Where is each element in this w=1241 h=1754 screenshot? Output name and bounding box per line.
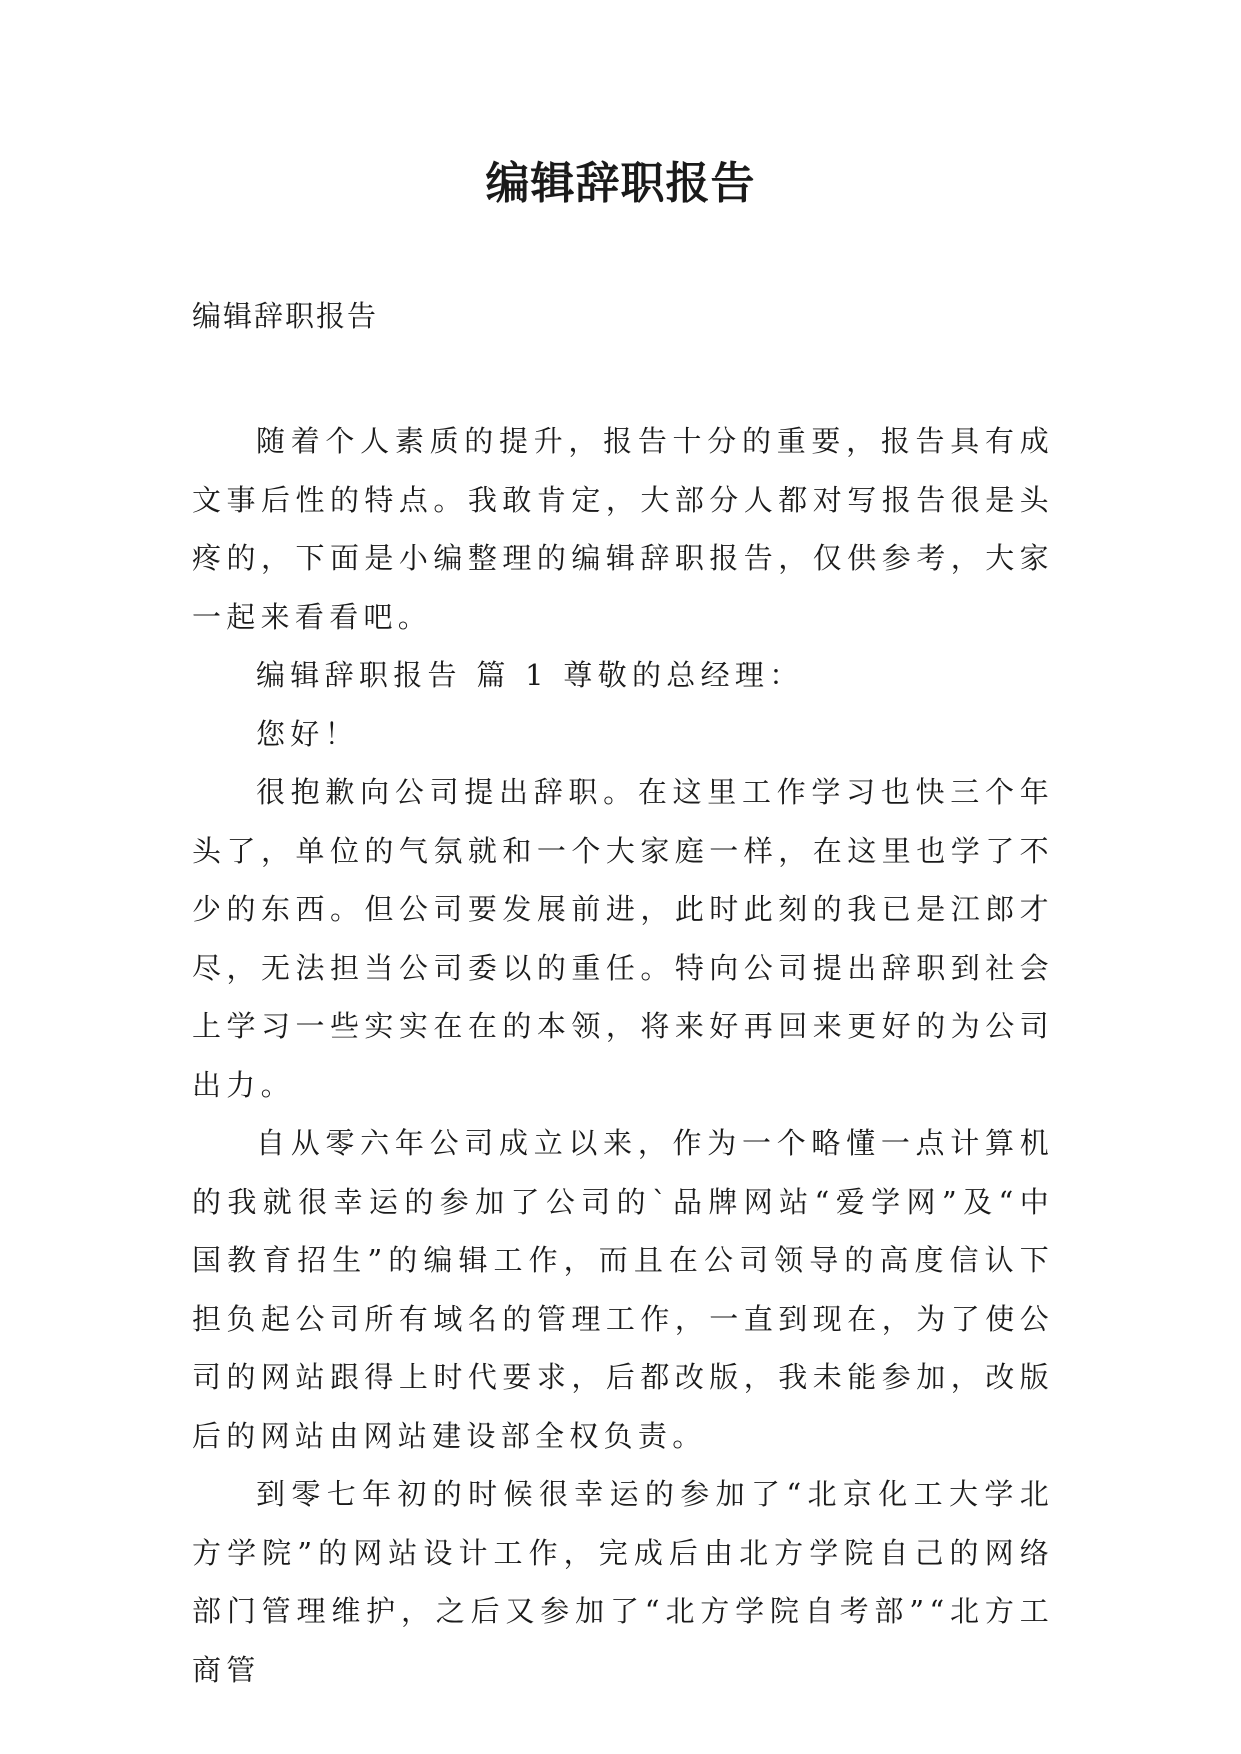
paragraph-resignation: 很抱歉向公司提出辞职。在这里工作学习也快三个年头了，单位的气氛就和一个大家庭一样，在这里也学了不少的东西。但公司要发展前进，此时此刻的我已是江郎才尽，无法担当公司委以的重任。特向公司提出辞职到社会上学习一些实实在在的本领，将来好再回来更好的为公司出力。 — [192, 775, 1054, 1102]
paragraph-intro: 随着个人素质的提升，报告十分的重要，报告具有成文事后性的特点。我敢肯定，大部分人都对写报告很是头疼的，下面是小编整理的编辑辞职报告，仅供参考，大家一起来看看吧。 — [192, 424, 1054, 634]
document-title: 编辑辞职报告 — [485, 158, 756, 209]
paragraph-greeting: 您好！ — [256, 716, 359, 751]
paragraph-2007: 到零七年初的时候很幸运的参加了“北京化工大学北方学院”的网站设计工作，完成后由北方学院自己的网络部门管理维护，之后又参加了“北方学院自考部”“北方工商管 — [192, 1477, 1054, 1687]
document-body — [192, 412, 1054, 1699]
paragraph-heading-part-1: 编辑辞职报告 篇 1 尊敬的总经理： — [256, 658, 804, 692]
paragraph-work-history: 自从零六年公司成立以来，作为一个略懂一点计算机的我就很幸运的参加了公司的`品牌网站“爱学网”及“中国教育招生”的编辑工作，而且在公司领导的高度信认下担负起公司所有域名的管理工作，一直到现在，为了使公司的网站跟得上时代要求，后都改版，我未能参加，改版后的网站由网站建设部全权负责。 — [192, 1126, 1054, 1453]
document-subtitle: 编辑辞职报告 — [192, 299, 379, 333]
